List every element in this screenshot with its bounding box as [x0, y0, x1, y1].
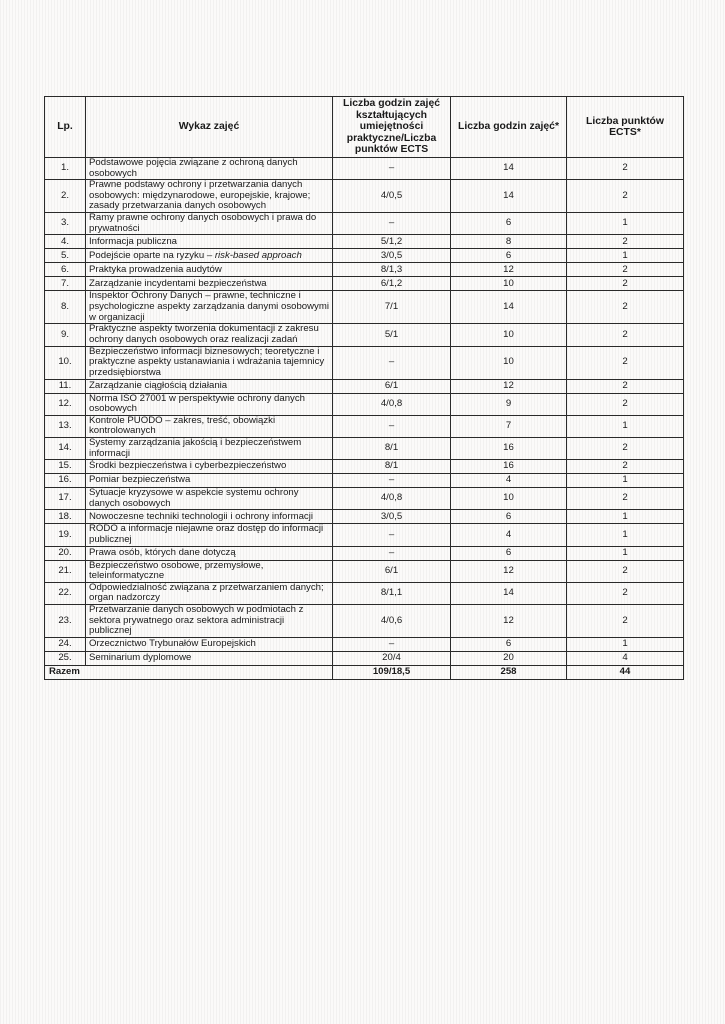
row-number: 3. — [45, 213, 86, 235]
row-number: 14. — [45, 437, 86, 459]
hours: 6 — [451, 637, 567, 651]
practical-hours: – — [333, 415, 451, 437]
table-row — [45, 524, 684, 546]
practical-hours: – — [333, 637, 451, 651]
hours: 12 — [451, 263, 567, 277]
practical-hours: – — [333, 474, 451, 488]
row-number: 7. — [45, 277, 86, 291]
ects: 2 — [567, 263, 684, 277]
row-number: 2. — [45, 180, 86, 213]
total-label: Razem — [45, 665, 333, 679]
course-name: Kontrole PUODO – zakres, treść, obowiązki kontrolowanych — [86, 415, 333, 437]
practical-hours: 8/1 — [333, 460, 451, 474]
hours: 10 — [451, 324, 567, 346]
ects: 2 — [567, 277, 684, 291]
practical-hours: 5/1,2 — [333, 235, 451, 249]
hours: 14 — [451, 180, 567, 213]
row-number: 18. — [45, 510, 86, 524]
course-name: Bezpieczeństwo osobowe, przemysłowe, teleinformatyczne — [86, 560, 333, 582]
ects: 1 — [567, 249, 684, 263]
row-number: 9. — [45, 324, 86, 346]
course-name: Prawa osób, których dane dotyczą — [86, 546, 333, 560]
table-row — [45, 546, 684, 560]
course-name: Praktyczne aspekty tworzenia dokumentacji z zakresu ochrony danych osobowych oraz realizacji zadań — [86, 324, 333, 346]
course-name: Orzecznictwo Trybunałów Europejskich — [86, 637, 333, 651]
ects: 2 — [567, 291, 684, 324]
row-number: 25. — [45, 651, 86, 665]
ects: 2 — [567, 460, 684, 474]
course-name: Sytuacje kryzysowe w aspekcie systemu ochrony danych osobowych — [86, 488, 333, 510]
practical-hours: 8/1,1 — [333, 582, 451, 604]
ects: 1 — [567, 474, 684, 488]
row-number: 5. — [45, 249, 86, 263]
practical-hours: 4/0,5 — [333, 180, 451, 213]
course-name: Seminarium dyplomowe — [86, 651, 333, 665]
practical-hours: 6/1,2 — [333, 277, 451, 291]
course-name: Norma ISO 27001 w perspektywie ochrony danych osobowych — [86, 393, 333, 415]
ects: 2 — [567, 560, 684, 582]
practical-hours: 3/0,5 — [333, 249, 451, 263]
practical-hours: 6/1 — [333, 379, 451, 393]
practical-hours: 5/1 — [333, 324, 451, 346]
hours: 14 — [451, 291, 567, 324]
practical-hours: – — [333, 346, 451, 379]
ects: 1 — [567, 524, 684, 546]
table-row — [45, 604, 684, 637]
ects: 1 — [567, 213, 684, 235]
practical-hours: 8/1 — [333, 437, 451, 459]
table-row — [45, 346, 684, 379]
table-row — [45, 180, 684, 213]
practical-hours: – — [333, 546, 451, 560]
table-row — [45, 488, 684, 510]
hours: 6 — [451, 510, 567, 524]
hours: 10 — [451, 488, 567, 510]
table-row — [45, 437, 684, 459]
row-number: 4. — [45, 235, 86, 249]
row-number: 19. — [45, 524, 86, 546]
hours: 10 — [451, 346, 567, 379]
hours: 9 — [451, 393, 567, 415]
row-number: 24. — [45, 637, 86, 651]
course-name — [86, 249, 333, 263]
ects: 2 — [567, 379, 684, 393]
total-hours: 258 — [451, 665, 567, 679]
hours: 16 — [451, 437, 567, 459]
hours: 6 — [451, 249, 567, 263]
row-number: 22. — [45, 582, 86, 604]
table-row — [45, 651, 684, 665]
course-name: Podstawowe pojęcia związane z ochroną danych osobowych — [86, 158, 333, 180]
table-row — [45, 277, 684, 291]
hours: 20 — [451, 651, 567, 665]
header-ects: Liczba punktów ECTS* — [567, 97, 684, 158]
course-name: Inspektor Ochrony Danych – prawne, techniczne i psychologiczne aspekty zarządzania danymi osobowymi w organizacji — [86, 291, 333, 324]
ects: 1 — [567, 415, 684, 437]
hours: 12 — [451, 604, 567, 637]
table-row — [45, 213, 684, 235]
ects: 1 — [567, 546, 684, 560]
table-row — [45, 393, 684, 415]
row-number: 15. — [45, 460, 86, 474]
practical-hours: 4/0,8 — [333, 488, 451, 510]
table-header-row — [45, 97, 684, 158]
table-row — [45, 582, 684, 604]
hours: 14 — [451, 582, 567, 604]
header-hours: Liczba godzin zajęć* — [451, 97, 567, 158]
ects: 2 — [567, 346, 684, 379]
courses-table — [44, 96, 684, 680]
table-row — [45, 460, 684, 474]
row-number: 8. — [45, 291, 86, 324]
practical-hours: – — [333, 213, 451, 235]
header-course-list: Wykaz zajęć — [86, 97, 333, 158]
course-name: Zarządzanie incydentami bezpieczeństwa — [86, 277, 333, 291]
hours: 16 — [451, 460, 567, 474]
ects: 2 — [567, 180, 684, 213]
course-name: Bezpieczeństwo informacji biznesowych; teoretyczne i praktyczne aspekty ustanawiania i wdrażania tajemnicy przedsiębiorstwa — [86, 346, 333, 379]
course-name: Nowoczesne techniki technologii i ochrony informacji — [86, 510, 333, 524]
hours: 4 — [451, 524, 567, 546]
table-row — [45, 415, 684, 437]
hours: 8 — [451, 235, 567, 249]
ects: 1 — [567, 637, 684, 651]
row-number: 21. — [45, 560, 86, 582]
practical-hours: 3/0,5 — [333, 510, 451, 524]
hours: 6 — [451, 546, 567, 560]
table-row — [45, 379, 684, 393]
ects: 2 — [567, 393, 684, 415]
course-name: Prawne podstawy ochrony i przetwarzania danych osobowych: międzynarodowe, europejskie, krajowe; zasady przetwarzania danych osobowych — [86, 180, 333, 213]
row-number: 11. — [45, 379, 86, 393]
course-name: Informacja publiczna — [86, 235, 333, 249]
hours: 6 — [451, 213, 567, 235]
table-row — [45, 249, 684, 263]
total-ects: 44 — [567, 665, 684, 679]
hours: 10 — [451, 277, 567, 291]
course-name: Praktyka prowadzenia audytów — [86, 263, 333, 277]
course-name: Pomiar bezpieczeństwa — [86, 474, 333, 488]
course-name: Ramy prawne ochrony danych osobowych i prawa do prywatności — [86, 213, 333, 235]
table-row — [45, 474, 684, 488]
table-row — [45, 291, 684, 324]
table-row — [45, 510, 684, 524]
ects: 4 — [567, 651, 684, 665]
hours: 4 — [451, 474, 567, 488]
hours: 12 — [451, 560, 567, 582]
row-number: 23. — [45, 604, 86, 637]
ects: 2 — [567, 235, 684, 249]
practical-hours: 7/1 — [333, 291, 451, 324]
table-row — [45, 324, 684, 346]
course-name-text: Podejście oparte na ryzyku – — [89, 249, 215, 261]
ects: 1 — [567, 510, 684, 524]
practical-hours: – — [333, 524, 451, 546]
row-number: 12. — [45, 393, 86, 415]
hours: 7 — [451, 415, 567, 437]
row-number: 10. — [45, 346, 86, 379]
row-number: 16. — [45, 474, 86, 488]
table-row — [45, 263, 684, 277]
total-practical-hours: 109/18,5 — [333, 665, 451, 679]
table-row — [45, 235, 684, 249]
practical-hours: 20/4 — [333, 651, 451, 665]
course-name-emphasis: risk-based approach — [214, 249, 302, 261]
row-number: 20. — [45, 546, 86, 560]
course-name: RODO a informacje niejawne oraz dostęp do informacji publicznej — [86, 524, 333, 546]
total-row — [45, 665, 684, 679]
table-row — [45, 158, 684, 180]
ects: 2 — [567, 437, 684, 459]
course-name: Zarządzanie ciągłością działania — [86, 379, 333, 393]
row-number: 13. — [45, 415, 86, 437]
course-name: Przetwarzanie danych osobowych w podmiotach z sektora prywatnego oraz sektora administracji publicznej — [86, 604, 333, 637]
ects: 2 — [567, 582, 684, 604]
ects: 2 — [567, 324, 684, 346]
header-lp: Lp. — [45, 97, 86, 158]
practical-hours: – — [333, 158, 451, 180]
ects: 2 — [567, 604, 684, 637]
ects: 2 — [567, 488, 684, 510]
course-name: Odpowiedzialność związana z przetwarzaniem danych; organ nadzorczy — [86, 582, 333, 604]
hours: 12 — [451, 379, 567, 393]
row-number: 1. — [45, 158, 86, 180]
row-number: 17. — [45, 488, 86, 510]
row-number: 6. — [45, 263, 86, 277]
course-name: Środki bezpieczeństwa i cyberbezpieczeństwo — [86, 460, 333, 474]
practical-hours: 4/0,8 — [333, 393, 451, 415]
course-name: Systemy zarządzania jakością i bezpieczeństwem informacji — [86, 437, 333, 459]
practical-hours: 8/1,3 — [333, 263, 451, 277]
practical-hours: 6/1 — [333, 560, 451, 582]
table-row — [45, 560, 684, 582]
ects: 2 — [567, 158, 684, 180]
table-row — [45, 637, 684, 651]
hours: 14 — [451, 158, 567, 180]
practical-hours: 4/0,6 — [333, 604, 451, 637]
header-practical-hours: Liczba godzin zajęć kształtujących umiejętności praktyczne/Liczba punktów ECTS — [333, 97, 451, 158]
